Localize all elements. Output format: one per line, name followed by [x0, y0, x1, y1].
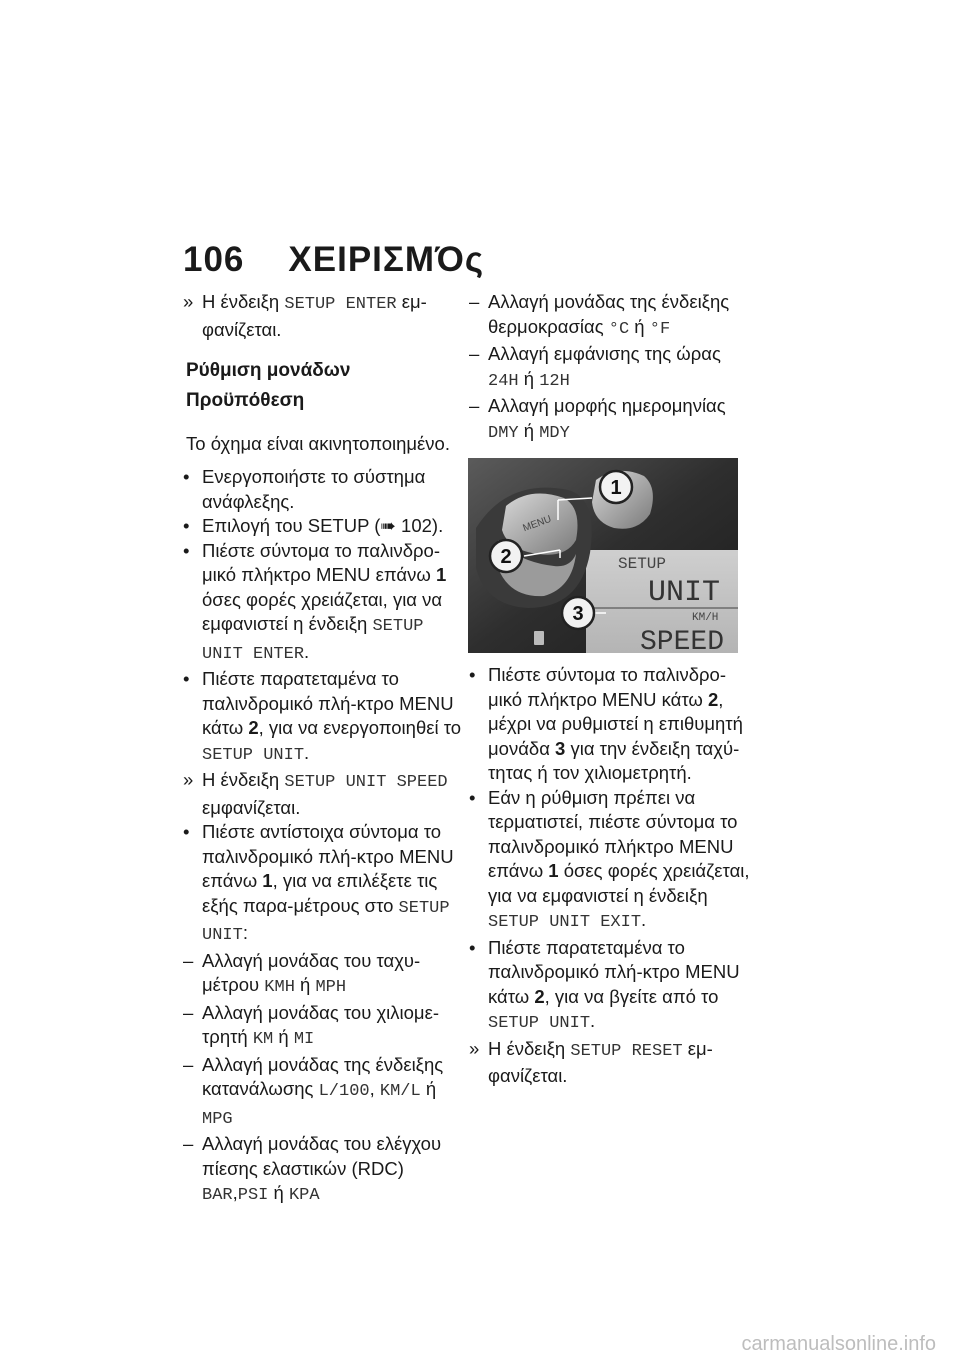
result-text: εμ-φανίζεται.: [202, 291, 427, 340]
display-code: °F: [649, 319, 671, 339]
step-text: Ενεργοποιήστε το σύστημα ανάφλεξης.: [202, 466, 426, 512]
lcd-text-speed: SPEED: [640, 627, 725, 653]
display-code: MPH: [315, 978, 347, 997]
step-text: Πιέστε παρατεταμένα το παλινδρομικό πλή-κτρο MENU κάτω: [202, 668, 454, 738]
step-text: Εάν η ρύθμιση πρέπει να τερματιστεί, πιέστε σύντομα το παλινδρομικό πλήκτρο MENU επάνω: [488, 786, 738, 881]
step-text: Πιέστε σύντομα το παλινδρο-μικό πλήκτρο MENU κάτω: [488, 664, 726, 710]
callout-number: 1: [262, 870, 273, 891]
step-text: .: [304, 640, 310, 662]
display-code: L/100: [318, 1082, 370, 1101]
display-code: °C: [608, 319, 630, 339]
callout-number: 2: [708, 688, 719, 710]
callout-1-label: 1: [610, 477, 622, 499]
chapter-title: ΧΕΙΡΙΣΜΌς: [288, 240, 485, 279]
display-code: SETUP UNIT EXIT: [488, 913, 642, 932]
display-code: PSI: [237, 1186, 269, 1205]
photo-illustration: [468, 458, 738, 653]
step-item: [180, 514, 465, 539]
bullet: •: [183, 821, 190, 842]
step-text: όσες φορές χρειάζεται, για να εμφανιστεί η ένδειξη: [202, 588, 443, 634]
result-item: [466, 1037, 751, 1089]
option-text: ή: [294, 974, 316, 995]
result-text: Η ένδειξη: [202, 291, 285, 312]
option-item: [180, 1053, 465, 1133]
bullet: •: [183, 466, 190, 487]
display-code: MDY: [539, 423, 570, 443]
option-text: Αλλαγή μονάδας του χιλιομε-τρητή: [202, 1001, 440, 1047]
bullet: •: [183, 668, 190, 689]
step-text: Πιέστε αντίστοιχα σύντομα το παλινδρομικό πλή-κτρο MENU επάνω: [202, 821, 454, 891]
option-text: Αλλαγή εμφάνισης της ώρας: [488, 343, 721, 364]
option-text: Αλλαγή μονάδας του ταχυ-μέτρου: [202, 949, 421, 995]
callout-number: 1: [435, 564, 447, 585]
callout-number: 2: [248, 717, 259, 738]
display-code: BAR: [202, 1186, 233, 1205]
step-text: , για να βγείτε από το: [544, 985, 719, 1007]
step-item: [466, 663, 751, 786]
step-text: 102).: [395, 515, 444, 536]
menu-button-text: MENU: [521, 513, 553, 535]
display-code: KM/L: [379, 1082, 421, 1101]
option-item: [180, 1001, 465, 1053]
bullet: •: [183, 539, 190, 561]
option-text: Αλλαγή μορφής ημερομηνίας: [488, 395, 726, 416]
page-reference-arrow-icon: ➠: [380, 515, 396, 536]
step-text: Πιέστε παρατεταμένα το παλινδρομικό πλή-κτρο MENU κάτω: [488, 936, 740, 1007]
callout-number: 2: [534, 985, 545, 1007]
menu-button-display-photo: [468, 458, 738, 653]
section-heading: Ρύθμιση μονάδων: [186, 360, 351, 381]
option-item: [466, 394, 751, 446]
step-item: [180, 465, 465, 514]
callout-3-label: 3: [572, 603, 584, 625]
option-text: ή: [629, 315, 650, 337]
left-column: [180, 290, 465, 1209]
result-marker: »: [469, 1037, 480, 1059]
callout-2-label: 2: [500, 546, 512, 568]
display-code: MPG: [202, 1109, 233, 1129]
option-item: [180, 1132, 465, 1209]
option-text: ,: [232, 1182, 238, 1203]
option-item: [466, 342, 751, 394]
display-code: DMY: [488, 423, 519, 443]
display-code: KM: [252, 1030, 274, 1049]
step-text: για την ένδειξη ταχύ-τητας ή τον χιλιομετρητή.: [488, 737, 740, 783]
bullet: •: [469, 786, 476, 808]
display-code: SETUP UNIT ENTER: [202, 617, 424, 664]
step-text: , μέχρι να ρυθμιστεί η επιθυμητή μονάδα: [488, 688, 743, 759]
step-text: όσες φορές χρειάζεται, για να εμφανιστεί η ένδειξη: [488, 860, 750, 906]
step-text: Επιλογή του SETUP (: [202, 515, 381, 536]
result-marker: »: [183, 291, 194, 312]
result-text: εμ-φανίζεται.: [488, 1037, 713, 1086]
option-text: ή: [268, 1182, 289, 1203]
step-text: :: [242, 922, 248, 943]
watermark: carmanualsonline.info: [741, 1333, 936, 1355]
step-item: [466, 786, 751, 936]
option-text: ή: [518, 419, 540, 441]
step-item: [180, 820, 465, 949]
step-text: .: [590, 1010, 596, 1031]
page-number: 106: [183, 240, 245, 279]
result-item: [180, 768, 465, 820]
lcd-text-unit: UNIT: [648, 576, 721, 610]
result-marker: »: [183, 769, 194, 790]
display-code: 24H: [488, 371, 519, 391]
step-text: Πιέστε σύντομα το παλινδρο-μικό πλήκτρο MENU επάνω: [202, 539, 440, 585]
bullet: •: [469, 664, 476, 685]
dash-marker: –: [183, 1001, 194, 1023]
callout-number: 3: [555, 737, 566, 759]
display-code: KMH: [264, 978, 295, 997]
step-text: , για να επιλέξετε τις εξής παρα-μέτρους στο: [202, 870, 438, 916]
display-code: SETUP ENTER: [284, 295, 397, 314]
display-code: KPA: [288, 1186, 320, 1205]
option-text: ή: [420, 1078, 437, 1099]
step-text: , για να ενεργοποιηθεί το: [258, 717, 462, 738]
bullet: •: [183, 515, 190, 536]
display-code: 12H: [539, 371, 570, 391]
display-code: SETUP UNIT: [202, 745, 305, 765]
dash-marker: –: [183, 1053, 194, 1075]
display-code: SETUP RESET: [570, 1041, 683, 1061]
option-text: ,: [369, 1078, 380, 1099]
step-text: .: [304, 741, 310, 763]
step-item: [466, 936, 751, 1037]
result-text: Η ένδειξη: [488, 1037, 571, 1059]
bullet: •: [469, 936, 476, 958]
right-column: [466, 290, 751, 1089]
step-item: [180, 539, 465, 668]
option-text: Αλλαγή μονάδας του ελέγχου πίεσης ελαστικών (RDC): [202, 1133, 442, 1179]
callout-number: 1: [548, 860, 559, 881]
dash-marker: –: [183, 949, 194, 971]
option-item: [466, 290, 751, 342]
precondition-heading: Προϋπόθεση: [186, 390, 305, 411]
option-text: ή: [273, 1026, 294, 1047]
dash-marker: –: [183, 1133, 194, 1154]
fuel-icon: [534, 631, 544, 645]
display-code: SETUP UNIT: [488, 1014, 591, 1033]
dash-marker: –: [469, 343, 480, 364]
result-text: Η ένδειξη: [202, 769, 285, 790]
option-item: [180, 949, 465, 1001]
dash-marker: –: [469, 395, 480, 416]
page-header: [183, 240, 484, 280]
step-text: .: [641, 909, 647, 930]
option-text: ή: [518, 367, 540, 389]
option-text: Αλλαγή μονάδας της ένδειξης κατανάλωσης: [202, 1053, 444, 1099]
display-code: SETUP UNIT: [202, 898, 450, 945]
precondition-text: Το όχημα είναι ακινητοποιημένο.: [186, 432, 450, 454]
display-code: MI: [293, 1030, 315, 1049]
option-text: Αλλαγή μονάδας της ένδειξης θερμοκρασίας: [488, 291, 730, 337]
result-text: εμφανίζεται.: [202, 796, 301, 818]
lcd-text-setup: SETUP: [618, 555, 667, 573]
display-code: SETUP UNIT SPEED: [284, 773, 448, 792]
step-item: [180, 667, 465, 768]
lcd-text-kmh: KM/H: [692, 612, 719, 624]
result-item: [180, 290, 465, 342]
dash-marker: –: [469, 291, 480, 312]
